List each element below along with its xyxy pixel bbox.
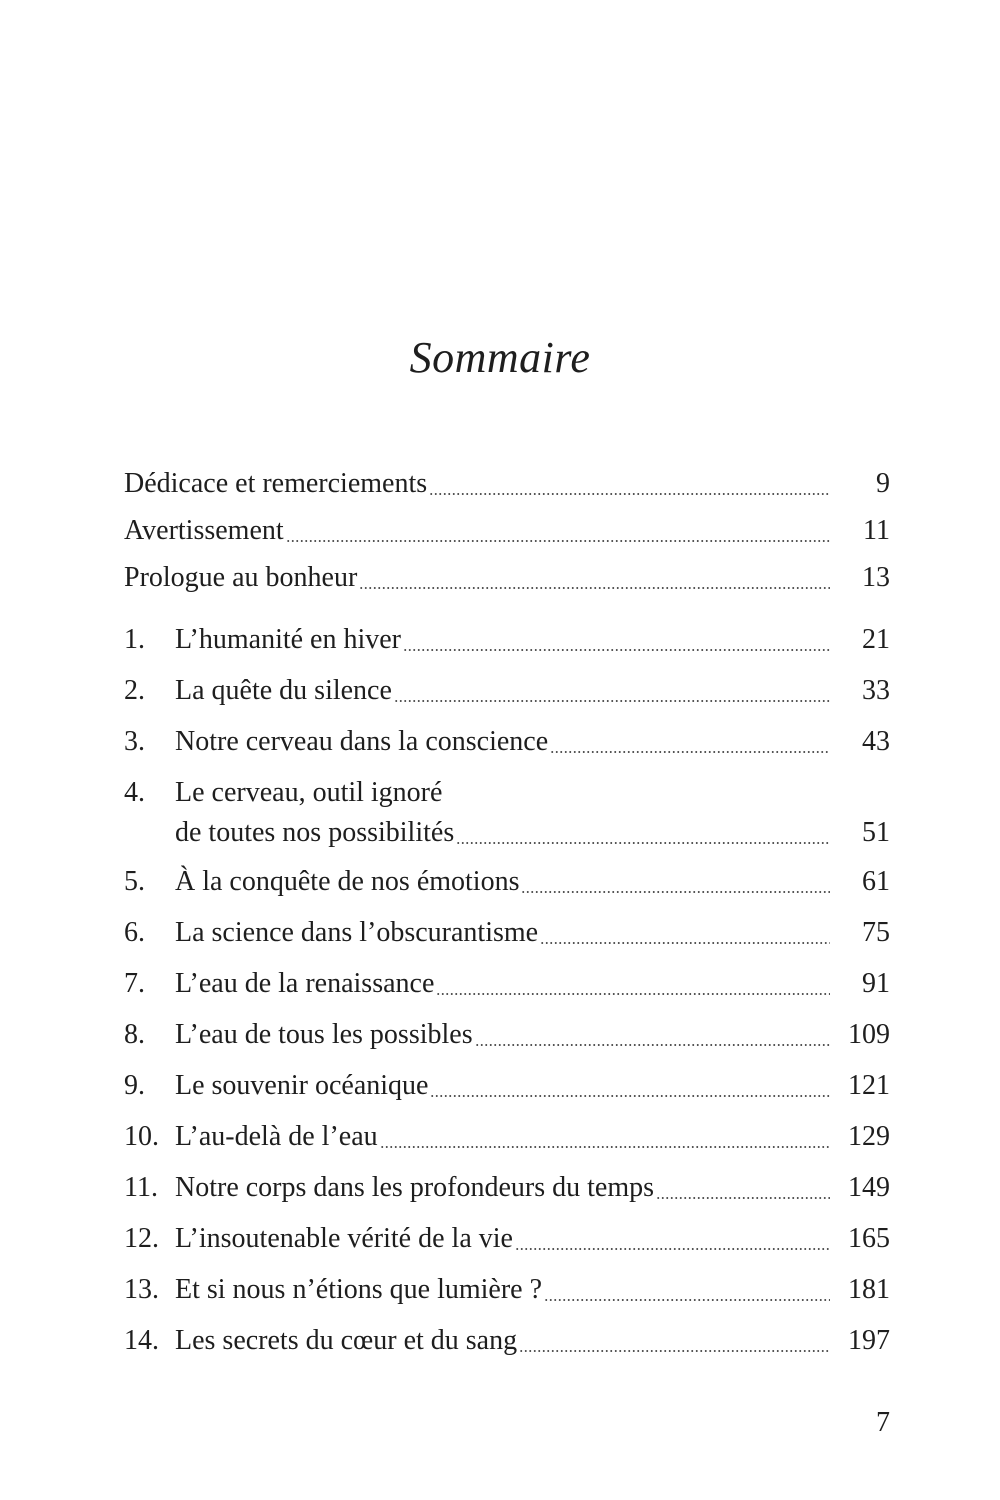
chapter-number: 11. bbox=[124, 1172, 158, 1203]
page-title: Sommaire bbox=[409, 333, 591, 382]
chapter-number: 2. bbox=[124, 675, 145, 706]
chapter-title: L’insoutenable vérité de la vie bbox=[175, 1223, 513, 1254]
chapter-number: 12. bbox=[124, 1223, 159, 1254]
toc-entry-row bbox=[175, 722, 834, 762]
dot-leader bbox=[456, 842, 830, 844]
toc-entry-prologue[interactable] bbox=[124, 558, 890, 598]
chapter-number: 10. bbox=[124, 1121, 159, 1152]
toc-entry-chapter-5[interactable] bbox=[124, 862, 890, 902]
toc-entry-page: 11 bbox=[863, 515, 890, 546]
toc-entry-page: 9 bbox=[876, 468, 890, 499]
chapter-page: 197 bbox=[848, 1325, 890, 1356]
chapter-page: 43 bbox=[862, 726, 890, 757]
toc-entry-chapter-13[interactable] bbox=[124, 1270, 890, 1310]
dot-leader bbox=[521, 891, 830, 893]
chapter-number: 1. bbox=[124, 624, 145, 655]
toc-entry-chapter-8[interactable] bbox=[124, 1015, 890, 1055]
toc-entry-row bbox=[175, 964, 834, 1004]
chapter-page: 109 bbox=[848, 1019, 890, 1050]
chapter-page: 149 bbox=[848, 1172, 890, 1203]
toc-entry-chapter-3[interactable] bbox=[124, 722, 890, 762]
chapter-number: 9. bbox=[124, 1070, 145, 1101]
dot-leader bbox=[430, 1095, 830, 1097]
chapter-page: 33 bbox=[862, 675, 890, 706]
chapter-page: 61 bbox=[862, 866, 890, 897]
chapter-title: La science dans l’obscurantisme bbox=[175, 917, 539, 948]
toc-entry-chapter-11[interactable] bbox=[124, 1168, 890, 1208]
dot-leader bbox=[550, 751, 830, 753]
chapter-page: 121 bbox=[848, 1070, 890, 1101]
chapter-title: Et si nous n’étions que lumière ? bbox=[175, 1274, 543, 1305]
dot-leader bbox=[436, 993, 830, 995]
toc-entry-title: Avertissement bbox=[124, 515, 284, 546]
chapter-title: Notre corps dans les profondeurs du temps bbox=[175, 1172, 655, 1203]
toc-entry-chapter-4[interactable] bbox=[124, 773, 890, 853]
chapter-title: L’eau de la renaissance bbox=[175, 968, 435, 999]
toc-entry-row bbox=[124, 558, 834, 598]
chapter-number: 13. bbox=[124, 1274, 159, 1305]
chapter-title: Le souvenir océanique bbox=[175, 1070, 429, 1101]
chapter-page: 129 bbox=[848, 1121, 890, 1152]
dot-leader bbox=[403, 649, 830, 651]
toc-entry-row bbox=[124, 464, 834, 504]
toc-entry-row bbox=[124, 511, 834, 551]
dot-leader bbox=[515, 1248, 830, 1250]
toc-entry-row bbox=[175, 813, 834, 853]
chapter-page: 165 bbox=[848, 1223, 890, 1254]
chapter-number: 3. bbox=[124, 726, 145, 757]
chapter-number: 6. bbox=[124, 917, 145, 948]
chapter-page: 75 bbox=[862, 917, 890, 948]
chapter-number: 14. bbox=[124, 1325, 159, 1356]
chapter-title: À la conquête de nos émotions bbox=[175, 866, 520, 897]
dot-leader bbox=[394, 700, 830, 702]
dot-leader bbox=[286, 540, 830, 542]
toc-entry-title: Prologue au bonheur bbox=[124, 562, 358, 593]
toc-entry-row bbox=[175, 913, 834, 953]
dot-leader bbox=[429, 493, 830, 495]
page-number: 7 bbox=[876, 1407, 890, 1438]
toc-entry-row bbox=[175, 862, 834, 902]
toc-entry-row bbox=[175, 1219, 834, 1259]
toc-entry-row bbox=[175, 1168, 834, 1208]
toc-entry-chapter-2[interactable] bbox=[124, 671, 890, 711]
chapter-page: 181 bbox=[848, 1274, 890, 1305]
chapter-page: 51 bbox=[862, 817, 890, 848]
toc-entry-chapter-12[interactable] bbox=[124, 1219, 890, 1259]
dot-leader bbox=[359, 587, 830, 589]
toc-entry-row bbox=[175, 1321, 834, 1361]
toc-entry-row bbox=[175, 620, 834, 660]
chapter-number: 8. bbox=[124, 1019, 145, 1050]
toc-entry-row bbox=[175, 1066, 834, 1106]
chapter-title: L’humanité en hiver bbox=[175, 624, 402, 655]
toc-entry-title: Dédicace et remerciements bbox=[124, 468, 428, 499]
chapter-number: 5. bbox=[124, 866, 145, 897]
chapter-page: 91 bbox=[862, 968, 890, 999]
toc-entry-row bbox=[175, 1117, 834, 1157]
toc-entry-chapter-1[interactable] bbox=[124, 620, 890, 660]
chapter-number: 7. bbox=[124, 968, 145, 999]
chapter-title-line-2: de toutes nos possibilités bbox=[175, 817, 455, 848]
toc-entry-avertissement[interactable] bbox=[124, 511, 890, 551]
dot-leader bbox=[540, 942, 830, 944]
chapter-title: Les secrets du cœur et du sang bbox=[175, 1325, 518, 1356]
toc-entry-row bbox=[175, 671, 834, 711]
chapter-title: L’au-delà de l’eau bbox=[175, 1121, 378, 1152]
chapter-title: L’eau de tous les possibles bbox=[175, 1019, 473, 1050]
toc-entry-chapter-10[interactable] bbox=[124, 1117, 890, 1157]
toc-entry-chapter-14[interactable] bbox=[124, 1321, 890, 1361]
dot-leader bbox=[544, 1299, 830, 1301]
dot-leader bbox=[519, 1350, 830, 1352]
toc-entry-row bbox=[175, 1015, 834, 1055]
toc-entry-dedicace[interactable] bbox=[124, 464, 890, 504]
chapter-title: La quête du silence bbox=[175, 675, 392, 706]
toc-entry-page: 13 bbox=[862, 562, 890, 593]
chapter-title: Notre cerveau dans la conscience bbox=[175, 726, 549, 757]
dot-leader bbox=[380, 1146, 830, 1148]
dot-leader bbox=[475, 1044, 830, 1046]
toc-entry-chapter-6[interactable] bbox=[124, 913, 890, 953]
chapter-number: 4. bbox=[124, 777, 145, 808]
chapter-page: 21 bbox=[862, 624, 890, 655]
toc-entry-chapter-7[interactable] bbox=[124, 964, 890, 1004]
chapter-title-line-1: Le cerveau, outil ignoré bbox=[175, 777, 443, 808]
toc-entry-chapter-9[interactable] bbox=[124, 1066, 890, 1106]
dot-leader bbox=[656, 1197, 830, 1199]
toc-entry-row bbox=[175, 1270, 834, 1310]
